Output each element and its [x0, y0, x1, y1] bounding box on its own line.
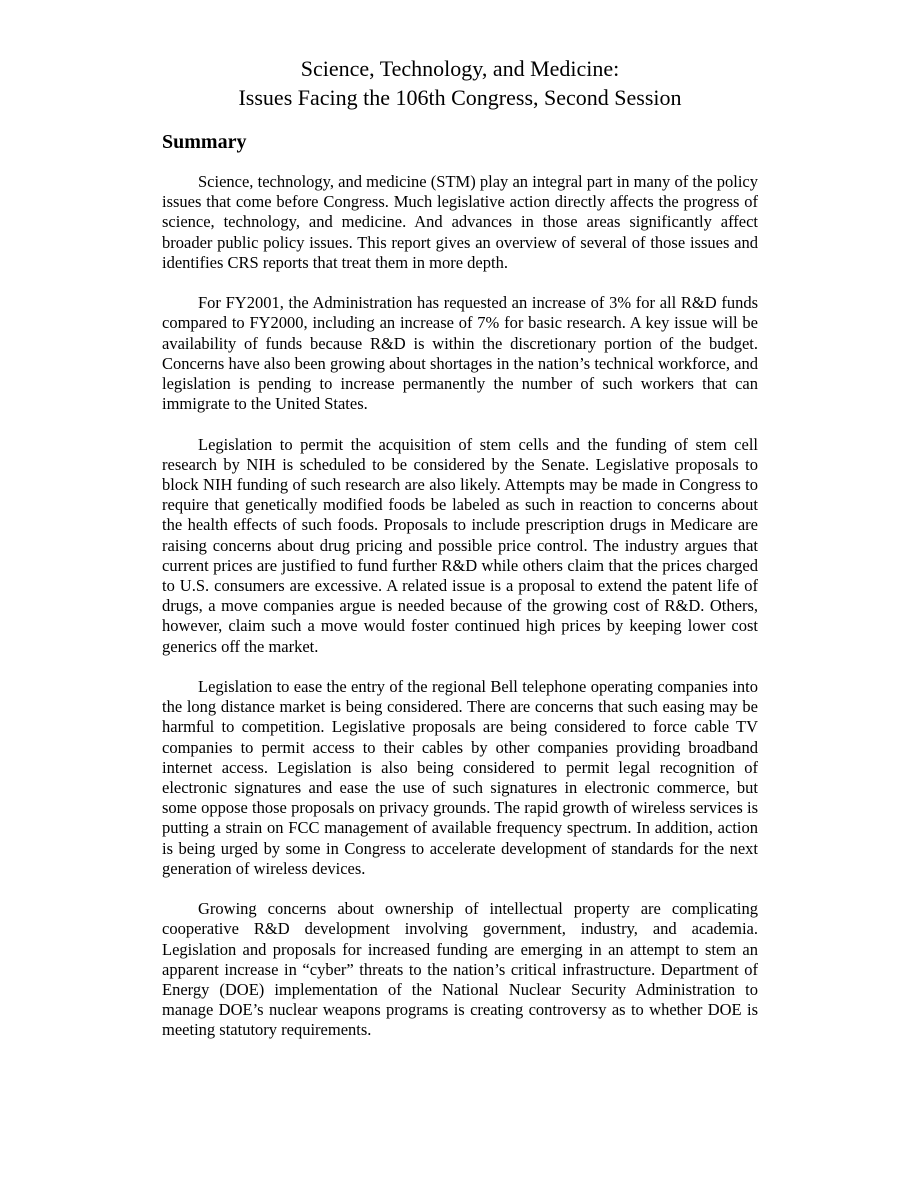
- paragraph-5: Growing concerns about ownership of intellectual property are complicating cooperative R&D development involving government, industry, and academia. Legislation and proposals for increased funding are emerging in an attempt to stem an apparent increase in “cyber” threats to the nation’s critical infrastructure. Department of Energy (DOE) implementation of the National Nuclear Security Administration to manage DOE’s nuclear weapons programs is creating controversy as to whether DOE is meeting statutory requirements.: [162, 899, 758, 1040]
- document-page: [162, 54, 758, 1041]
- title-line-1: Science, Technology, and Medicine:: [300, 56, 620, 81]
- title-line-2: Issues Facing the 106th Congress, Second Session: [238, 85, 682, 110]
- paragraph-1: Science, technology, and medicine (STM) play an integral part in many of the policy issues that come before Congress. Much legislative action directly affects the progress of science, technology, and medicine. And advances in those areas significantly affect broader public policy issues. This report gives an overview of several of those issues and identifies CRS reports that treat them in more depth.: [162, 172, 758, 272]
- document-title: [162, 54, 758, 112]
- paragraph-2: For FY2001, the Administration has requested an increase of 3% for all R&D funds compared to FY2000, including an increase of 7% for basic research. A key issue will be availability of funds because R&D is within the discretionary portion of the budget. Concerns have also been growing about shortages in the nation’s technical workforce, and legislation is pending to increase permanently the number of such workers that can immigrate to the United States.: [162, 293, 758, 414]
- paragraph-3: Legislation to permit the acquisition of stem cells and the funding of stem cell research by NIH is scheduled to be considered by the Senate. Legislative proposals to block NIH funding of such research are also likely. Attempts may be made in Congress to require that genetically modified foods be labeled as such in reaction to concerns about the health effects of such foods. Proposals to include prescription drugs in Medicare are raising concerns about drug pricing and possible price control. The industry argues that current prices are justified to fund further R&D while others claim that the prices charged to U.S. consumers are excessive. A related issue is a proposal to extend the patent life of drugs, a move companies argue is needed because of the growing cost of R&D. Others, however, claim such a move would foster continued high prices by keeping lower cost generics off the market.: [162, 434, 758, 656]
- section-heading-summary: Summary: [162, 131, 247, 153]
- summary-body: [162, 172, 758, 1041]
- paragraph-4: Legislation to ease the entry of the regional Bell telephone operating companies into the long distance market is being considered. There are concerns that such easing may be harmful to competition. Legislative proposals are being considered to force cable TV companies to permit access to their cables by other companies providing broadband internet access. Legislation is also being considered to permit legal recognition of electronic signatures and ease the use of such signatures in electronic commerce, but some oppose those proposals on privacy grounds. The rapid growth of wireless services is putting a strain on FCC management of available frequency spectrum. In addition, action is being urged by some in Congress to accelerate development of standards for the next generation of wireless devices.: [162, 677, 758, 878]
